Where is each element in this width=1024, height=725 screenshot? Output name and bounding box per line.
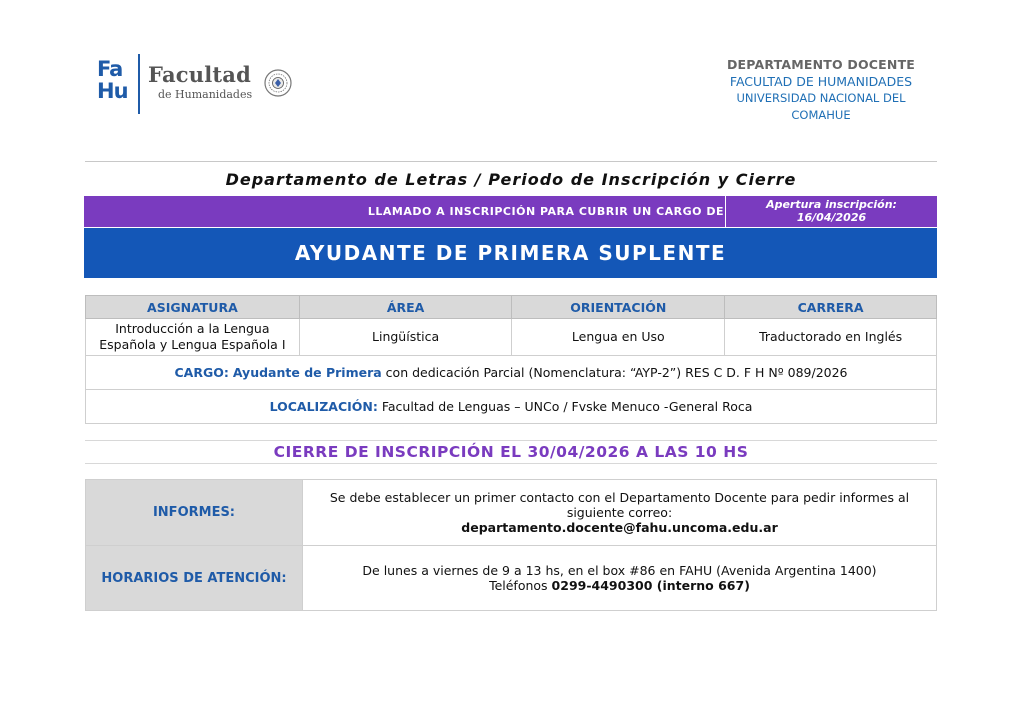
horarios-value: De lunes a viernes de 9 a 13 hs, en el box #86 en FAHU (Avenida Argentina 1400) Teléfonos 0299-4490300 (interno 667) xyxy=(303,546,937,611)
apertura-box xyxy=(725,196,937,227)
informes-label: INFORMES: xyxy=(86,480,303,546)
informes-value: Se debe establecer un primer contacto con el Departamento Docente para pedir informes al siguiente correo: departamento.docente@fahu.uncoma.edu.ar xyxy=(303,480,937,546)
localizacion-row xyxy=(86,390,937,424)
logo-name: Facultad xyxy=(148,62,251,87)
header-faculty: FACULTAD DE HUMANIDADES xyxy=(729,74,913,89)
table-header-row xyxy=(86,296,937,319)
cell-asignatura: Introducción a la Lengua Española y Lengua Española I xyxy=(86,319,300,356)
informes-row xyxy=(86,480,937,546)
cierre-banner: CIERRE DE INSCRIPCIÓN EL 30/04/2026 A LAS 10 HS xyxy=(85,440,937,464)
telefonos-value: 0299-4490300 (interno 667) xyxy=(551,578,750,593)
llamado-text: LLAMADO A INSCRIPCIÓN PARA CUBRIR UN CARGO DE xyxy=(367,205,724,218)
header-orientacion: ORIENTACIÓN xyxy=(512,296,725,319)
cargo-label: CARGO: xyxy=(174,365,229,380)
localizacion-value: Facultad de Lenguas – UNCo / Fvske Menuco -General Roca xyxy=(381,399,753,414)
cargo-detail: con dedicación Parcial (Nomenclatura: “AYP-2”) RES C D. F H Nº 089/2026 xyxy=(385,365,848,380)
cargo-cell xyxy=(86,356,937,390)
top-divider xyxy=(85,161,937,162)
localizacion-label: LOCALIZACIÓN: xyxy=(269,399,378,414)
cargo-row xyxy=(86,356,937,390)
logo-divider xyxy=(138,54,140,114)
table-row xyxy=(86,319,937,356)
apertura-date: 16/04/2026 xyxy=(796,211,867,224)
info-table xyxy=(85,479,937,611)
cell-area: Lingüística xyxy=(299,319,512,356)
horarios-row xyxy=(86,546,937,611)
horarios-label: HORARIOS DE ATENCIÓN: xyxy=(86,546,303,611)
localizacion-cell xyxy=(86,390,937,424)
page-title: Departamento de Letras / Periodo de Inscripción y Cierre xyxy=(225,170,797,189)
header-asignatura: ASIGNATURA xyxy=(86,296,300,319)
department-header xyxy=(706,56,936,124)
cell-carrera: Traductorado en Inglés xyxy=(725,319,937,356)
header-university: UNIVERSIDAD NACIONAL DEL COMAHUE xyxy=(736,91,906,122)
cell-orientacion: Lengua en Uso xyxy=(512,319,725,356)
llamado-band xyxy=(84,196,937,227)
header-department: DEPARTAMENTO DOCENTE xyxy=(726,57,916,72)
logo-subtitle: de Humanidades xyxy=(158,88,253,101)
header-area: ÁREA xyxy=(299,296,512,319)
cargo-title: AYUDANTE DE PRIMERA SUPLENTE xyxy=(84,228,937,278)
header-carrera: CARRERA xyxy=(725,296,937,319)
cargo-value: Ayudante de Primera xyxy=(232,365,382,380)
apertura-label: Apertura inscripción: xyxy=(766,198,897,211)
university-seal-icon xyxy=(264,69,292,97)
cargo-table xyxy=(85,295,937,424)
telefonos-label: Teléfonos xyxy=(489,578,548,593)
logo-mark: Fa Hu xyxy=(97,57,128,103)
contact-email[interactable]: departamento.docente@fahu.uncoma.edu.ar xyxy=(461,520,778,535)
faculty-logo xyxy=(97,58,297,114)
